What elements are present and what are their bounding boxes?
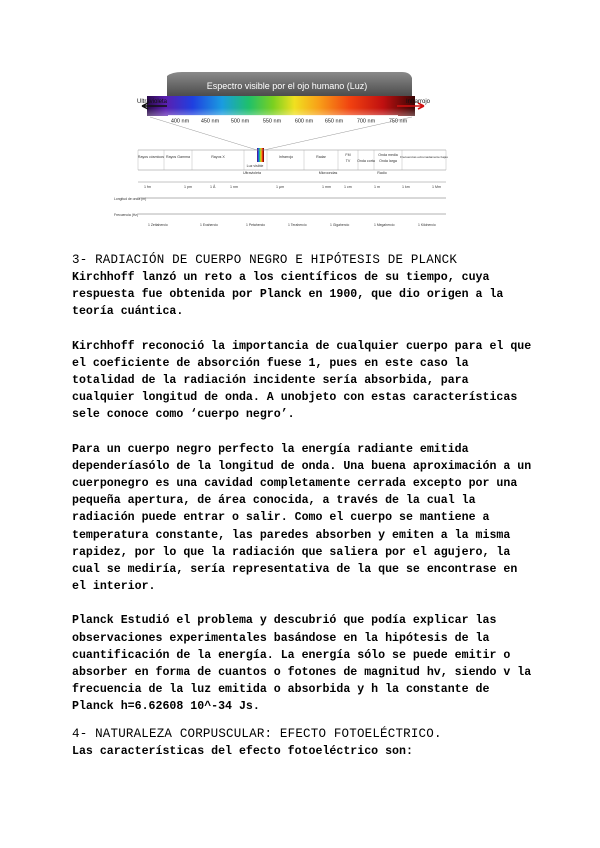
length-tick-m: 1 m	[374, 185, 380, 189]
wavelength-ticks	[168, 115, 408, 125]
freq-note-zetta: 1 Zettahercio	[148, 223, 168, 227]
tick-500: 500 nm	[230, 118, 250, 125]
band-elf: Frecuencias extremadamente bajas	[400, 155, 448, 159]
band-radar: Radar	[316, 155, 326, 159]
tick-600: 600 nm	[294, 118, 314, 125]
band-cosmic: Rayos cósmicos	[137, 155, 165, 159]
paragraph-photoelectric-intro: Las características del efecto fotoeléctrico son:	[72, 744, 413, 758]
length-tick-km: 1 km	[402, 185, 410, 189]
length-tick-um: 1 μm	[276, 185, 285, 189]
ultraviolet-label: Ultravioleta	[136, 99, 168, 105]
frequency-notes	[148, 223, 436, 227]
tick-650: 650 nm	[324, 118, 344, 125]
row-label-frequency: Frecuencia (Hz)	[114, 213, 139, 217]
band-short-wave: Onda corta	[357, 159, 375, 163]
section-heading-blackbody: 3- RADIACIÓN DE CUERPO NEGRO E HIPÓTESIS DE PLANCK	[72, 253, 458, 267]
tick-750: 750 nm	[388, 118, 408, 125]
band-long-wave: Onda larga	[379, 159, 397, 163]
band-medium-wave: Onda media	[378, 153, 398, 157]
band-tv: TV	[345, 159, 351, 163]
length-tick-nm: 1 nm	[230, 185, 238, 189]
band-visible: Luz visible	[246, 164, 264, 168]
electromagnetic-spectrum-figure	[112, 70, 454, 236]
row-label-length: Longitud de onda (m)	[114, 197, 147, 201]
paragraph-planck-hypothesis: Planck Estudió el problema y descubrió que podía explicar las observaciones experimentales basándose en la hipótesis de la cuantificación de la energía. La energía sólo se puede emitir o absorber en forma de cuantos o fotones de magnitud hv, siendo v la frecuencia de la luz emitida o absorbida y h la constante de Planck h=6.62608 10^-34 Js.	[72, 614, 532, 714]
length-tick-mm: 1 mm	[322, 185, 331, 189]
sub-ultraviolet: Ultravioleta	[243, 171, 261, 175]
band-xray: Rayos X	[211, 155, 225, 159]
paragraph-kirchhoff-blackbody: Kirchhoff reconoció la importancia de cualquier cuerpo para el que el coeficiente de absorción fuese 1, pues en este caso la totalidad de la radiación incidente sería absorbida, para cualquier longitud de onda. A unobjeto con estas características sele conoce como ‘cuerpo negro’.	[72, 339, 532, 422]
tick-400: 400 nm	[170, 118, 190, 125]
infrared-label: Infrarrojo	[405, 99, 431, 105]
length-tick-fm: 1 fm	[144, 185, 151, 189]
paragraph-perfect-blackbody: Para un cuerpo negro perfecto la energía radiante emitida dependeríasólo de la longitud de onda. Una buena aproximación a un cuerponegro es una cavidad completamente cerrada excepto por una pequeña apertura, de área conocida, a través de la cual la radiación puede entrar o salir. Como el cuerpo se mantiene a temperatura constante, las paredes absorben y emiten a la misma rapidez, por lo que la radiación que saliera por el agujero, la cual se mediría, sería representativa de la que se encontrase en el interior.	[72, 442, 532, 594]
freq-note-mega: 1 Megahercio	[374, 223, 395, 227]
sub-radio: Radio	[377, 171, 387, 175]
freq-note-kilo: 1 Kilohercio	[418, 223, 436, 227]
paragraph-kirchhoff-challenge: Kirchhoff lanzó un reto a los científicos de su tiempo, cuya respuesta fue obtenida por Planck en 1900, que dio origen a la teoría cuántica.	[72, 271, 504, 319]
length-tick-mm-big: 1 Mm	[432, 185, 441, 189]
document-body	[72, 252, 532, 760]
band-table	[138, 150, 448, 175]
length-row	[114, 182, 446, 217]
band-fm: FM	[345, 153, 351, 157]
freq-note-peta: 1 Petahercio	[246, 223, 266, 227]
tick-700: 700 nm	[356, 118, 376, 125]
section-heading-photoelectric: 4- NATURALEZA CORPUSCULAR: EFECTO FOTOELÉCTRICO.	[72, 726, 442, 741]
spectrum-title: Espectro visible por el ojo humano (Luz)	[206, 81, 368, 91]
length-tick-cm: 1 cm	[344, 185, 352, 189]
freq-note-tera: 1 Terahercio	[288, 223, 307, 227]
band-infrared: Infrarrojo	[278, 155, 294, 159]
band-gamma: Rayos Gamma	[166, 155, 190, 159]
tick-550: 550 nm	[262, 118, 282, 125]
sub-microwave: Microondas	[318, 171, 338, 175]
length-tick-pm: 1 pm	[184, 185, 192, 189]
length-tick-a: 1 Å	[210, 185, 216, 189]
freq-note-giga: 1 Gigahercio	[330, 223, 350, 227]
freq-note-exa: 1 Exahercio	[200, 223, 218, 227]
tick-450: 450 nm	[200, 118, 220, 125]
